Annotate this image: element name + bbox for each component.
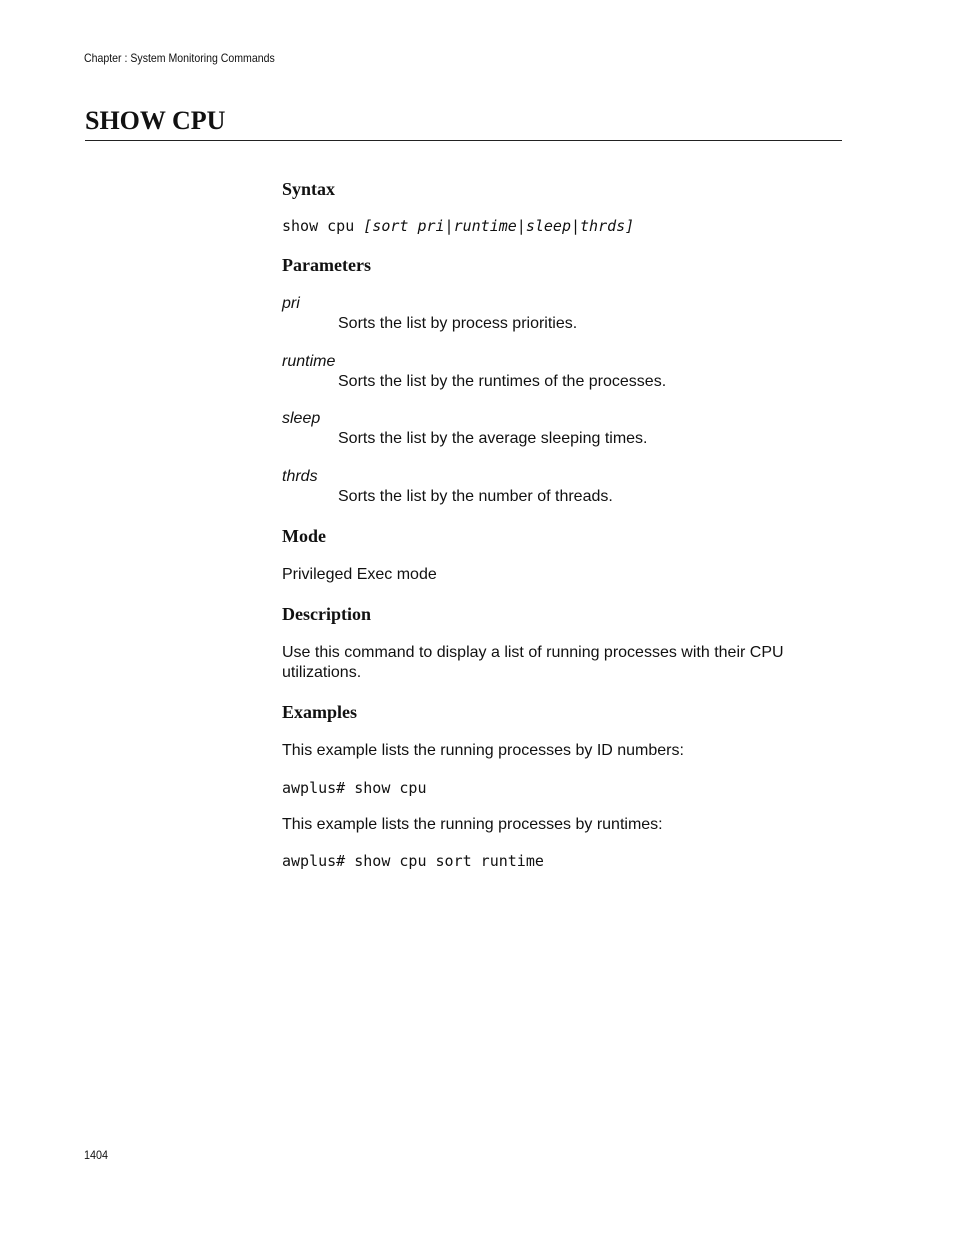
param-desc-runtime: Sorts the list by the runtimes of the processes.: [338, 373, 667, 390]
example-text: This example lists the running processes by ID numbers:: [282, 742, 684, 759]
param-term-sleep: sleep: [282, 410, 321, 427]
page-number: 1404: [84, 1148, 109, 1162]
param-term-runtime: runtime: [282, 353, 336, 370]
example-code: awplus# show cpu: [282, 779, 427, 797]
title-rule: [85, 140, 842, 141]
syntax-options: [sort pri|runtime|sleep|thrds]: [363, 217, 635, 235]
example-text: This example lists the running processes by runtimes:: [282, 816, 663, 833]
running-head: Chapter : System Monitoring Commands: [84, 51, 275, 65]
parameters-heading: Parameters: [282, 255, 371, 275]
description-heading: Description: [282, 604, 371, 624]
page-title: SHOW CPU: [85, 106, 226, 135]
syntax-command: show cpu: [282, 217, 364, 235]
param-desc-sleep: Sorts the list by the average sleeping times.: [338, 430, 648, 447]
examples-heading: Examples: [282, 702, 358, 722]
syntax-heading: Syntax: [282, 179, 336, 199]
description-text: Use this command to display a list of running processes with their CPU utilizations.: [282, 644, 784, 681]
param-desc-thrds: Sorts the list by the number of threads.: [338, 488, 613, 505]
mode-heading: Mode: [282, 526, 326, 546]
syntax-code: [282, 216, 634, 236]
param-desc-pri: Sorts the list by process priorities.: [338, 315, 578, 332]
example-code: awplus# show cpu sort runtime: [282, 852, 544, 870]
param-term-thrds: thrds: [282, 468, 318, 485]
param-term-pri: pri: [282, 295, 300, 312]
mode-text: Privileged Exec mode: [282, 566, 437, 583]
